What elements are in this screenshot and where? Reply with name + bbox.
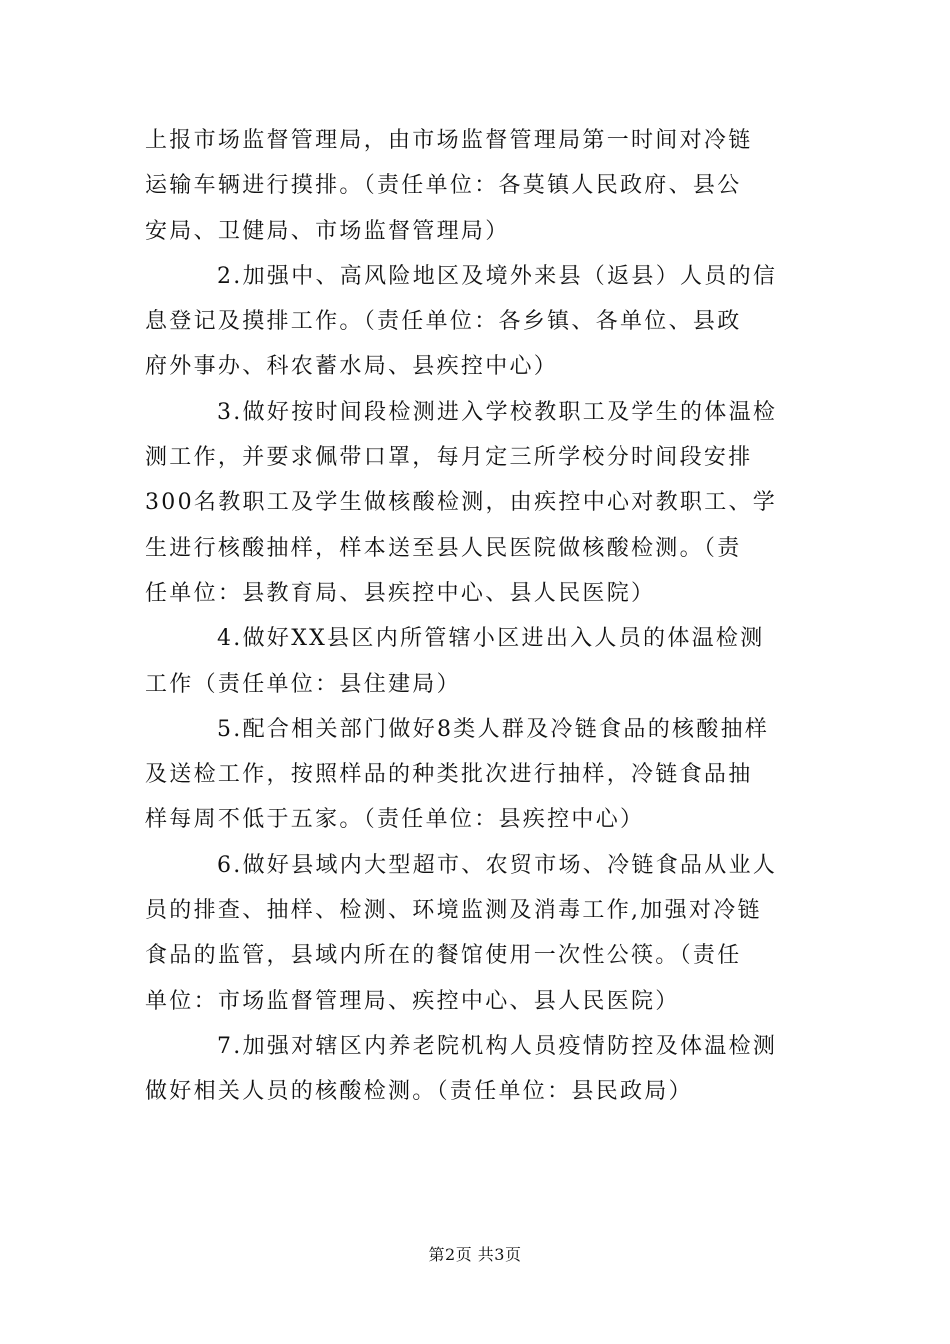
page-footer	[0, 1242, 950, 1265]
text-line: 食品的监管，县域内所在的餐馆使用一次性公筷。（责任	[145, 943, 742, 969]
text-line: 上报市场监督管理局，由市场监督管理局第一时间对冷链	[145, 128, 753, 153]
text-line: 6.做好县域内大型超市、农贸市场、冷链食品从业人	[217, 852, 778, 878]
text-line: 300名教职工及学生做核酸检测，由疾控中心对教职工、学	[145, 490, 778, 516]
text-line: 7.加强对辖区内养老院机构人员疫情防控及体温检测	[217, 1033, 778, 1059]
document-body	[145, 118, 805, 1115]
text-line: 测工作，并要求佩带口罩，每月定三所学校分时间段安排	[145, 445, 753, 471]
paragraph-item-7	[145, 1024, 805, 1115]
text-line: 及送检工作，按照样品的种类批次进行抽样，冷链食品抽	[145, 762, 753, 788]
text-line: 样每周不低于五家。（责任单位：县疾控中心）	[145, 807, 645, 833]
text-line: 单位：市场监督管理局、疾控中心、县人民医院）	[145, 988, 680, 1014]
text-line: 运输车辆进行摸排。（责任单位：各莫镇人民政府、县公	[145, 173, 742, 199]
paragraph-item-2	[145, 254, 805, 390]
text-line: 任单位：县教育局、县疾控中心、县人民医院）	[145, 580, 656, 606]
text-line: 生进行核酸抽样，样本送至县人民医院做核酸检测。（责	[145, 535, 742, 561]
text-line: 安局、卫健局、市场监督管理局）	[145, 218, 510, 244]
text-line: 2.加强中、高风险地区及境外来县（返县）人员的信	[217, 263, 778, 289]
text-line: 府外事办、科农蓄水局、县疾控中心）	[145, 354, 559, 380]
text-line: 做好相关人员的核酸检测。（责任单位：县民政局）	[145, 1079, 693, 1105]
text-line: 3.做好按时间段检测进入学校教职工及学生的体温检	[217, 399, 778, 425]
text-line: 员的排查、抽样、检测、环境监测及消毒工作,加强对冷链	[145, 898, 762, 924]
text-line: 5.配合相关部门做好8类人群及冷链食品的核酸抽样	[217, 716, 770, 742]
text-line: 工作（责任单位：县住建局）	[145, 671, 461, 697]
paragraph-item-6	[145, 843, 805, 1024]
text-line: 息登记及摸排工作。（责任单位：各乡镇、各单位、县政	[145, 309, 742, 335]
text-line: 4.做好XX县区内所管辖小区进出入人员的体温检测	[217, 626, 765, 652]
paragraph-continuation	[145, 118, 805, 254]
paragraph-item-4	[145, 616, 805, 707]
paragraph-item-5	[145, 707, 805, 843]
paragraph-item-3	[145, 390, 805, 616]
page-number: 第2页 共3页	[428, 1245, 522, 1264]
